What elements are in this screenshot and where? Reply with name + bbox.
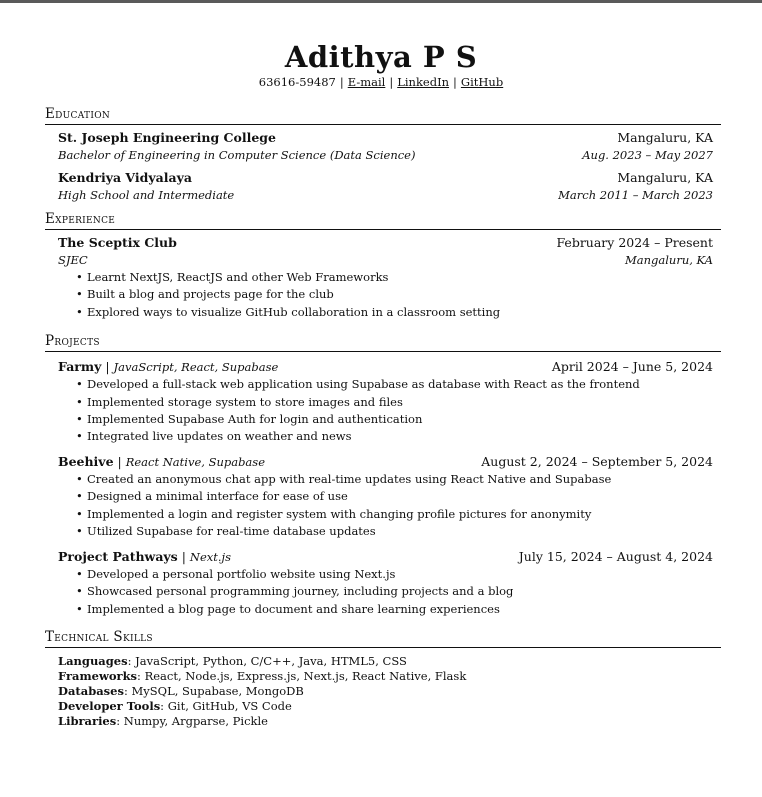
institution-name: Kendriya Vidyalaya [58,170,192,185]
education-dates: March 2011 – March 2023 [558,188,713,202]
list-item: • Implemented storage system to store images and files [76,395,403,409]
institution-location: Mangaluru, KA [617,170,713,185]
experience-entry [58,235,713,250]
contact-line [0,75,762,89]
skills-row: Frameworks: React, Node.js, Express.js, Next.js, React Native, Flask [58,669,467,683]
github-link[interactable]: GitHub [460,75,504,89]
resume-name: Adithya P S [284,40,478,74]
experience-role: The Sceptix Club [58,235,177,250]
project-name: Project Pathways [58,549,178,564]
experience-dates: February 2024 – Present [556,235,713,250]
skills-row: Languages: JavaScript, Python, C/C++, Java, HTML5, CSS [58,654,407,668]
project-dates: April 2024 – June 5, 2024 [551,359,713,374]
list-item: • Learnt NextJS, ReactJS and other Web Frameworks [76,270,389,284]
project-name: Beehive [58,454,114,469]
institution-location: Mangaluru, KA [617,130,713,145]
education-entry-sjec [58,130,713,145]
separator: | [339,75,344,89]
list-item: • Developed a full-stack web application using Supabase as database with React as the frontend [76,377,640,391]
degree: High School and Intermediate [58,188,235,202]
section-divider [45,351,721,352]
section-divider [45,124,721,125]
separator: | [453,75,457,89]
experience-heading: Experience [45,211,116,227]
list-item: • Implemented Supabase Auth for login and authentication [76,412,423,426]
project-entry-pathways: Project Pathways | Next.js July 15, 2024 – August 4, 2024 [58,549,713,564]
linkedin-link[interactable]: LinkedIn [397,75,450,89]
education-details-kv [58,188,713,202]
phone-number: 63616-59487 [258,75,336,89]
list-item: • Created an anonymous chat app with real-time updates using React Native and Supabase [76,472,612,486]
project-dates: August 2, 2024 – September 5, 2024 [481,454,713,469]
project-dates: July 15, 2024 – August 4, 2024 [518,549,713,564]
education-details-sjec [58,148,713,162]
degree: Bachelor of Engineering in Computer Science (Data Science) [58,148,416,162]
institution-name: St. Joseph Engineering College [58,130,276,145]
list-item: • Built a blog and projects page for the club [76,287,334,301]
list-item: • Explored ways to visualize GitHub collaboration in a classroom setting [76,305,501,319]
skills-row: Developer Tools: Git, GitHub, VS Code [58,699,292,713]
list-item: • Utilized Supabase for real-time database updates [76,524,376,538]
experience-location: Mangaluru, KA [625,253,713,267]
project-entry-farmy: Farmy | JavaScript, React, Supabase April 2024 – June 5, 2024 [58,359,713,374]
list-item: • Implemented a blog page to document and share learning experiences [76,602,500,616]
list-item: • Showcased personal programming journey, including projects and a blog [76,584,514,598]
project-name: Farmy [58,359,102,374]
education-dates: Aug. 2023 – May 2027 [582,148,713,162]
education-entry-kv [58,170,713,185]
education-heading: Education [45,106,111,122]
section-divider [45,229,721,230]
skills-row: Databases: MySQL, Supabase, MongoDB [58,684,304,698]
project-tech: Next.js [189,550,232,564]
email-link[interactable]: E-mail [347,75,386,89]
project-tech: React Native, Supabase [125,455,266,469]
list-item: • Developed a personal portfolio website using Next.js [76,567,396,581]
list-item: • Implemented a login and register system with changing profile pictures for anonymity [76,507,592,521]
skills-row: Libraries: Numpy, Argparse, Pickle [58,714,268,728]
projects-heading: Projects [45,333,100,349]
list-item: • Designed a minimal interface for ease of use [76,489,348,503]
separator: | [389,75,394,89]
section-divider [45,647,721,648]
list-item: • Integrated live updates on weather and news [76,429,352,443]
project-entry-beehive: Beehive | React Native, Supabase August 2, 2024 – September 5, 2024 [58,454,713,469]
experience-org-row [58,253,713,267]
project-tech: JavaScript, React, Supabase [113,360,279,374]
skills-heading: Technical Skills [45,629,153,645]
experience-org: SJEC [58,253,88,267]
